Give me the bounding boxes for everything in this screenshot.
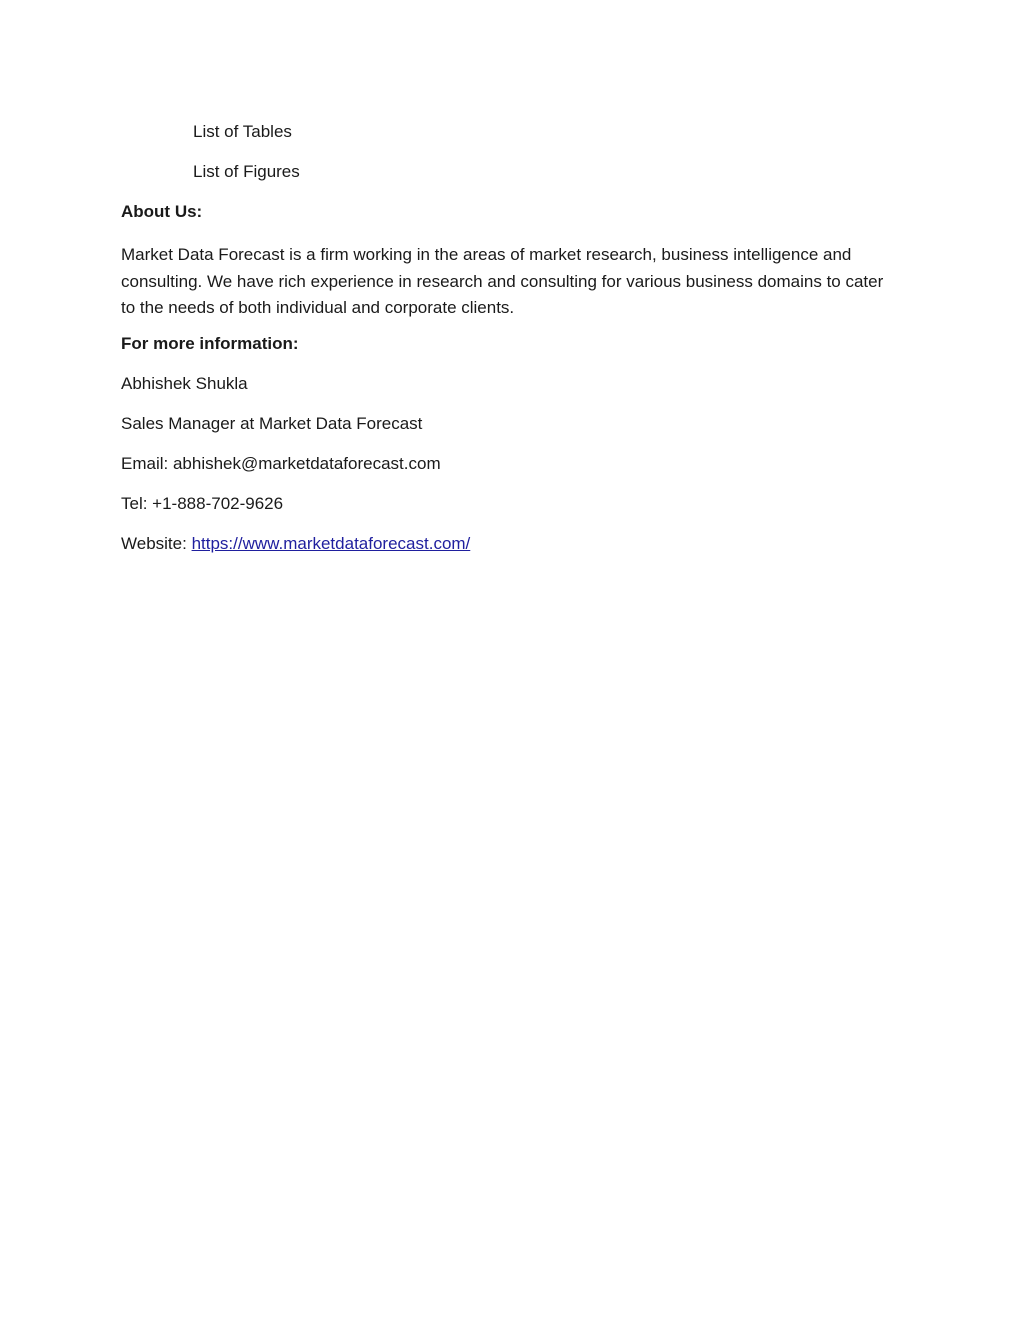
website-label: Website: [121, 534, 192, 553]
toc-list-of-tables: List of Tables [193, 122, 292, 141]
contact-role: Sales Manager at Market Data Forecast [121, 414, 423, 433]
contact-heading: For more information: [121, 334, 299, 353]
toc-list-of-figures: List of Figures [193, 162, 300, 181]
contact-name: Abhishek Shukla [121, 374, 248, 393]
contact-tel: Tel: +1-888-702-9626 [121, 494, 284, 513]
contact-email: Email: abhishek@marketdataforecast.com [121, 454, 441, 473]
contact-website [121, 534, 470, 554]
about-paragraph: Market Data Forecast is a firm working in the areas of market research, business intelligence and consulting. We have rich experience in research and consulting for various business domains to cater to the needs of both individual and corporate clients. [121, 245, 884, 317]
about-heading: About Us: [121, 202, 203, 221]
website-link[interactable]: https://www.marketdataforecast.com/ [191, 534, 471, 553]
